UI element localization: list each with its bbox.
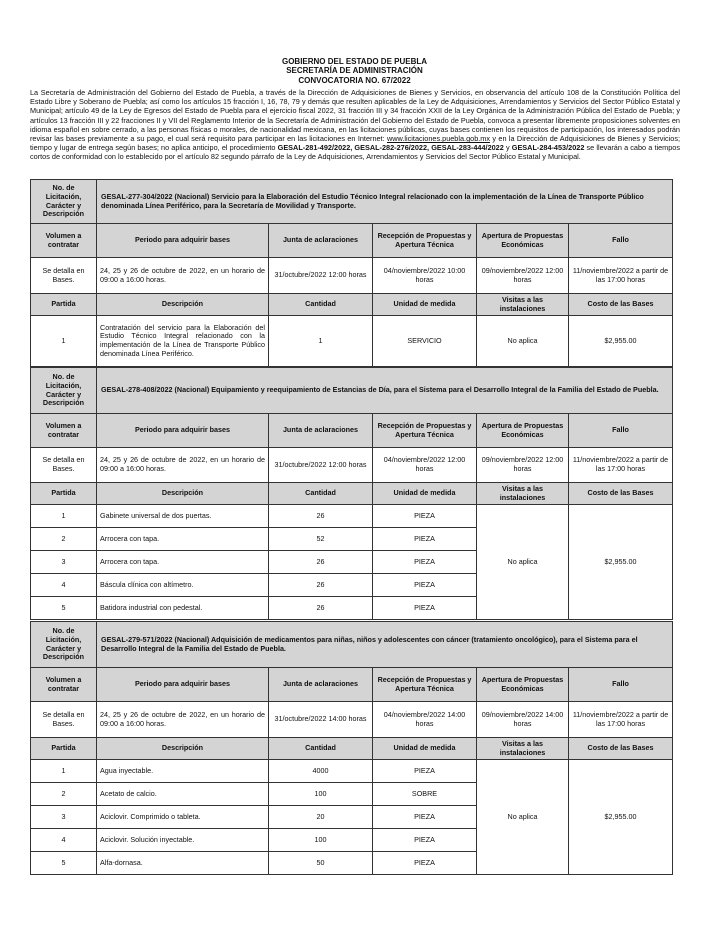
- recepcion-value: 04/noviembre/2022 14:00 horas: [373, 702, 477, 738]
- cantidad-header: Cantidad: [269, 483, 373, 505]
- partida-quantity: 100: [269, 829, 373, 852]
- fallo-value: 11/noviembre/2022 a partir de las 17:00 horas: [569, 448, 673, 483]
- partida-unit: PIEZA: [373, 597, 477, 620]
- fallo-value: 11/noviembre/2022 a partir de las 17:00 horas: [569, 702, 673, 738]
- partida-unit: SOBRE: [373, 783, 477, 806]
- costo-header: Costo de las Bases: [569, 483, 673, 505]
- visitas-value: No aplica: [477, 505, 569, 620]
- periodo-value: 24, 25 y 26 de octubre de 2022, en un horario de 09:00 a 16:00 horas.: [97, 448, 269, 483]
- schedule-header-row: [31, 224, 673, 258]
- partida-quantity: 4000: [269, 760, 373, 783]
- partida-number: 5: [31, 852, 97, 875]
- volumen-value: Se detalla en Bases.: [31, 448, 97, 483]
- partida-number: 1: [31, 505, 97, 528]
- apertura-value: 09/noviembre/2022 12:00 horas: [477, 258, 569, 294]
- partida-number: 5: [31, 597, 97, 620]
- fallo-header: Fallo: [569, 668, 673, 702]
- partida-number: 2: [31, 783, 97, 806]
- partida-description: Contratación del servicio para la Elaboración del Estudio Técnico Integral relacionado con la implementación de la Línea de Transporte Público denominada Línea Periférico.: [97, 316, 269, 367]
- schedule-row: [31, 448, 673, 483]
- partida-number: 4: [31, 574, 97, 597]
- partida-description: Aciclovir. Solución inyectable.: [97, 829, 269, 852]
- junta-header: Junta de aclaraciones: [269, 414, 373, 448]
- periodo-header: Periodo para adquirir bases: [97, 414, 269, 448]
- volumen-header: Volumen a contratar: [31, 414, 97, 448]
- schedule-header-row: [31, 414, 673, 448]
- table-row: [31, 760, 673, 783]
- partida-quantity: 26: [269, 574, 373, 597]
- items-header-row: [31, 483, 673, 505]
- fallo-header: Fallo: [569, 414, 673, 448]
- descripcion-header: Descripción: [97, 483, 269, 505]
- partida-header: Partida: [31, 294, 97, 316]
- no-licitacion-label: No. de Licitación, Carácter y Descripción: [31, 368, 97, 414]
- partida-description: Agua inyectable.: [97, 760, 269, 783]
- partida-unit: PIEZA: [373, 528, 477, 551]
- partida-unit: PIEZA: [373, 574, 477, 597]
- partida-unit: PIEZA: [373, 852, 477, 875]
- partida-quantity: 100: [269, 783, 373, 806]
- schedule-row: [31, 702, 673, 738]
- partida-quantity: 20: [269, 806, 373, 829]
- partida-number: 3: [31, 806, 97, 829]
- licitacion-table-3: [30, 621, 673, 875]
- apertura-value: 09/noviembre/2022 14:00 horas: [477, 702, 569, 738]
- fallo-header: Fallo: [569, 224, 673, 258]
- costo-value: $2,955.00: [569, 760, 673, 875]
- items-header-row: [31, 294, 673, 316]
- intro-text-3: y: [503, 143, 512, 153]
- apertura-header: Apertura de Propuestas Económicas: [477, 668, 569, 702]
- visitas-header: Visitas a las instalaciones: [477, 294, 569, 316]
- intro-text-1: La Secretaría de Administración del Gobierno del Estado de Puebla, a través de la Dirección de Adquisiciones de Bienes y Servicios, en observancia del artículo 108 de la Constitución Política del Estado Libre y Soberano de Puebla; así como los artículos 15 fracción I, 16, 78, 79 y demás que resulten aplicables de la Ley de Adquisiciones, Arrendamientos y Servicios del Sector Público Estatal y Municipal; artículo 49 de la Ley de Egresos del Estado de Puebla para el ejercicio fiscal 2022, 31 fracción III y 34 fracción XXII de la Ley Orgánica de la Administración Pública del Estado de Puebla; y artículos 13 fracción III y 22 fracciones II y VII del Reglamento Interior de la Secretaría de Administración del Gobierno del Estado de Puebla, convoca a presentar libremente proposiciones solventes en idioma español en sobre cerrado, a las personas físicas o morales, de nacionalidad mexicana, en las licitaciones públicas, cuyas bases contienen los requisitos de participación, los interesados podrán revisar las bases previamente a su pago, el cual será requisito para participar en las licitaciones en Internet:: [30, 88, 680, 144]
- partida-number: 1: [31, 760, 97, 783]
- secretariat-name: SECRETARÍA DE ADMINISTRACIÓN: [286, 66, 423, 76]
- partida-description: Báscula clínica con altímetro.: [97, 574, 269, 597]
- intro-bold-codes: GESAL-281-492/2022, GESAL-282-276/2022, GESAL-283-444/2022: [277, 143, 504, 153]
- licitacion-title: GESAL-278-408/2022 (Nacional) Equipamiento y reequipamiento de Estancias de Día, para el Sistema para el Desarrollo Integral de la Familia del Estado de Puebla.: [97, 368, 673, 414]
- partida-quantity: 52: [269, 528, 373, 551]
- junta-value: 31/octubre/2022 12:00 horas: [269, 448, 373, 483]
- intro-text-2: y en la Dirección de Adquisiciones de Bienes y Servicios; tiempo y lugar de entrega según bases; no aplica anticipo, el procedimiento: [30, 134, 680, 153]
- recepcion-header: Recepción de Propuestas y Apertura Técnica: [373, 668, 477, 702]
- partida-quantity: 26: [269, 551, 373, 574]
- costo-header: Costo de las Bases: [569, 738, 673, 760]
- junta-header: Junta de aclaraciones: [269, 224, 373, 258]
- periodo-header: Periodo para adquirir bases: [97, 224, 269, 258]
- partida-quantity: 1: [269, 316, 373, 367]
- partida-quantity: 26: [269, 597, 373, 620]
- table-row: [31, 316, 673, 367]
- cantidad-header: Cantidad: [269, 294, 373, 316]
- unidad-header: Unidad de medida: [373, 738, 477, 760]
- descripcion-header: Descripción: [97, 738, 269, 760]
- fallo-value: 11/noviembre/2022 a partir de las 17:00 horas: [569, 258, 673, 294]
- partida-description: Batidora industrial con pedestal.: [97, 597, 269, 620]
- licitacion-title-row: [31, 180, 673, 224]
- partida-description: Arrocera con tapa.: [97, 528, 269, 551]
- recepcion-value: 04/noviembre/2022 12:00 horas: [373, 448, 477, 483]
- periodo-header: Periodo para adquirir bases: [97, 668, 269, 702]
- recepcion-header: Recepción de Propuestas y Apertura Técnica: [373, 414, 477, 448]
- licitacion-title-row: [31, 622, 673, 668]
- junta-header: Junta de aclaraciones: [269, 668, 373, 702]
- licitacion-title: GESAL-277-304/2022 (Nacional) Servicio para la Elaboración del Estudio Técnico Integral relacionado con la implementación de la Línea de Transporte Público denominada Línea Periférico, para la Secretaría de Movilidad y Transporte.: [97, 180, 673, 224]
- partida-description: Gabinete universal de dos puertas.: [97, 505, 269, 528]
- intro-text-4: se llevarán a cabo a tiempos cortos de conformidad con lo establecido por el artículo 82 segundo párrafo de la Ley de Adquisiciones, Arrendamientos y Servicios del Sector Público Estatal y Municipal.: [30, 143, 680, 162]
- partida-unit: PIEZA: [373, 829, 477, 852]
- junta-value: 31/octubre/2022 12:00 horas: [269, 258, 373, 294]
- partida-quantity: 26: [269, 505, 373, 528]
- costo-value: $2,955.00: [569, 505, 673, 620]
- partida-number: 2: [31, 528, 97, 551]
- partida-description: Alfa-dornasa.: [97, 852, 269, 875]
- visitas-header: Visitas a las instalaciones: [477, 738, 569, 760]
- visitas-value: No aplica: [477, 760, 569, 875]
- volumen-header: Volumen a contratar: [31, 668, 97, 702]
- visitas-header: Visitas a las instalaciones: [477, 483, 569, 505]
- partida-unit: PIEZA: [373, 505, 477, 528]
- partida-header: Partida: [31, 483, 97, 505]
- partida-unit: PIEZA: [373, 760, 477, 783]
- partida-unit: SERVICIO: [373, 316, 477, 367]
- descripcion-header: Descripción: [97, 294, 269, 316]
- items-header-row: [31, 738, 673, 760]
- document-header: [0, 57, 709, 85]
- visitas-value: No aplica: [477, 316, 569, 367]
- call-number: CONVOCATORIA NO. 67/2022: [298, 75, 411, 85]
- recepcion-value: 04/noviembre/2022 10:00 horas: [373, 258, 477, 294]
- costo-value: $2,955.00: [569, 316, 673, 367]
- no-licitacion-label: No. de Licitación, Carácter y Descripción: [31, 622, 97, 668]
- partida-header: Partida: [31, 738, 97, 760]
- partida-description: Arrocera con tapa.: [97, 551, 269, 574]
- apertura-header: Apertura de Propuestas Económicas: [477, 414, 569, 448]
- table-row: [31, 505, 673, 528]
- licitacion-table-2: [30, 367, 673, 620]
- government-name: GOBIERNO DEL ESTADO DE PUEBLA: [281, 57, 428, 66]
- unidad-header: Unidad de medida: [373, 483, 477, 505]
- partida-number: 3: [31, 551, 97, 574]
- partida-description: Aciclovir. Comprimido o tableta.: [97, 806, 269, 829]
- partida-number: 4: [31, 829, 97, 852]
- apertura-header: Apertura de Propuestas Económicas: [477, 224, 569, 258]
- licitacion-title-row: [31, 368, 673, 414]
- partida-unit: PIEZA: [373, 551, 477, 574]
- junta-value: 31/octubre/2022 14:00 horas: [269, 702, 373, 738]
- volumen-value: Se detalla en Bases.: [31, 702, 97, 738]
- intro-bold-code-last: GESAL-284-453/2022: [511, 143, 585, 153]
- partida-description: Acetato de calcio.: [97, 783, 269, 806]
- recepcion-header: Recepción de Propuestas y Apertura Técnica: [373, 224, 477, 258]
- cantidad-header: Cantidad: [269, 738, 373, 760]
- unidad-header: Unidad de medida: [373, 294, 477, 316]
- partida-quantity: 50: [269, 852, 373, 875]
- intro-paragraph: [30, 88, 680, 162]
- licitaciones-link[interactable]: www.licitaciones.puebla.gob.mx: [386, 134, 491, 144]
- volumen-value: Se detalla en Bases.: [31, 258, 97, 294]
- apertura-value: 09/noviembre/2022 12:00 horas: [477, 448, 569, 483]
- schedule-row: [31, 258, 673, 294]
- costo-header: Costo de las Bases: [569, 294, 673, 316]
- licitacion-table-1: [30, 179, 673, 367]
- partida-number: 1: [31, 316, 97, 367]
- partida-unit: PIEZA: [373, 806, 477, 829]
- periodo-value: 24, 25 y 26 de octubre de 2022, en un horario de 09:00 a 16:00 horas.: [97, 702, 269, 738]
- volumen-header: Volumen a contratar: [31, 224, 97, 258]
- no-licitacion-label: No. de Licitación, Carácter y Descripción: [31, 180, 97, 224]
- schedule-header-row: [31, 668, 673, 702]
- licitacion-title: GESAL-279-571/2022 (Nacional) Adquisición de medicamentos para niñas, niños y adolescentes con cáncer (tratamiento oncológico), para el Sistema para el Desarrollo Integral de la Familia del Estado de Puebla.: [97, 622, 673, 668]
- periodo-value: 24, 25 y 26 de octubre de 2022, en un horario de 09:00 a 16:00 horas.: [97, 258, 269, 294]
